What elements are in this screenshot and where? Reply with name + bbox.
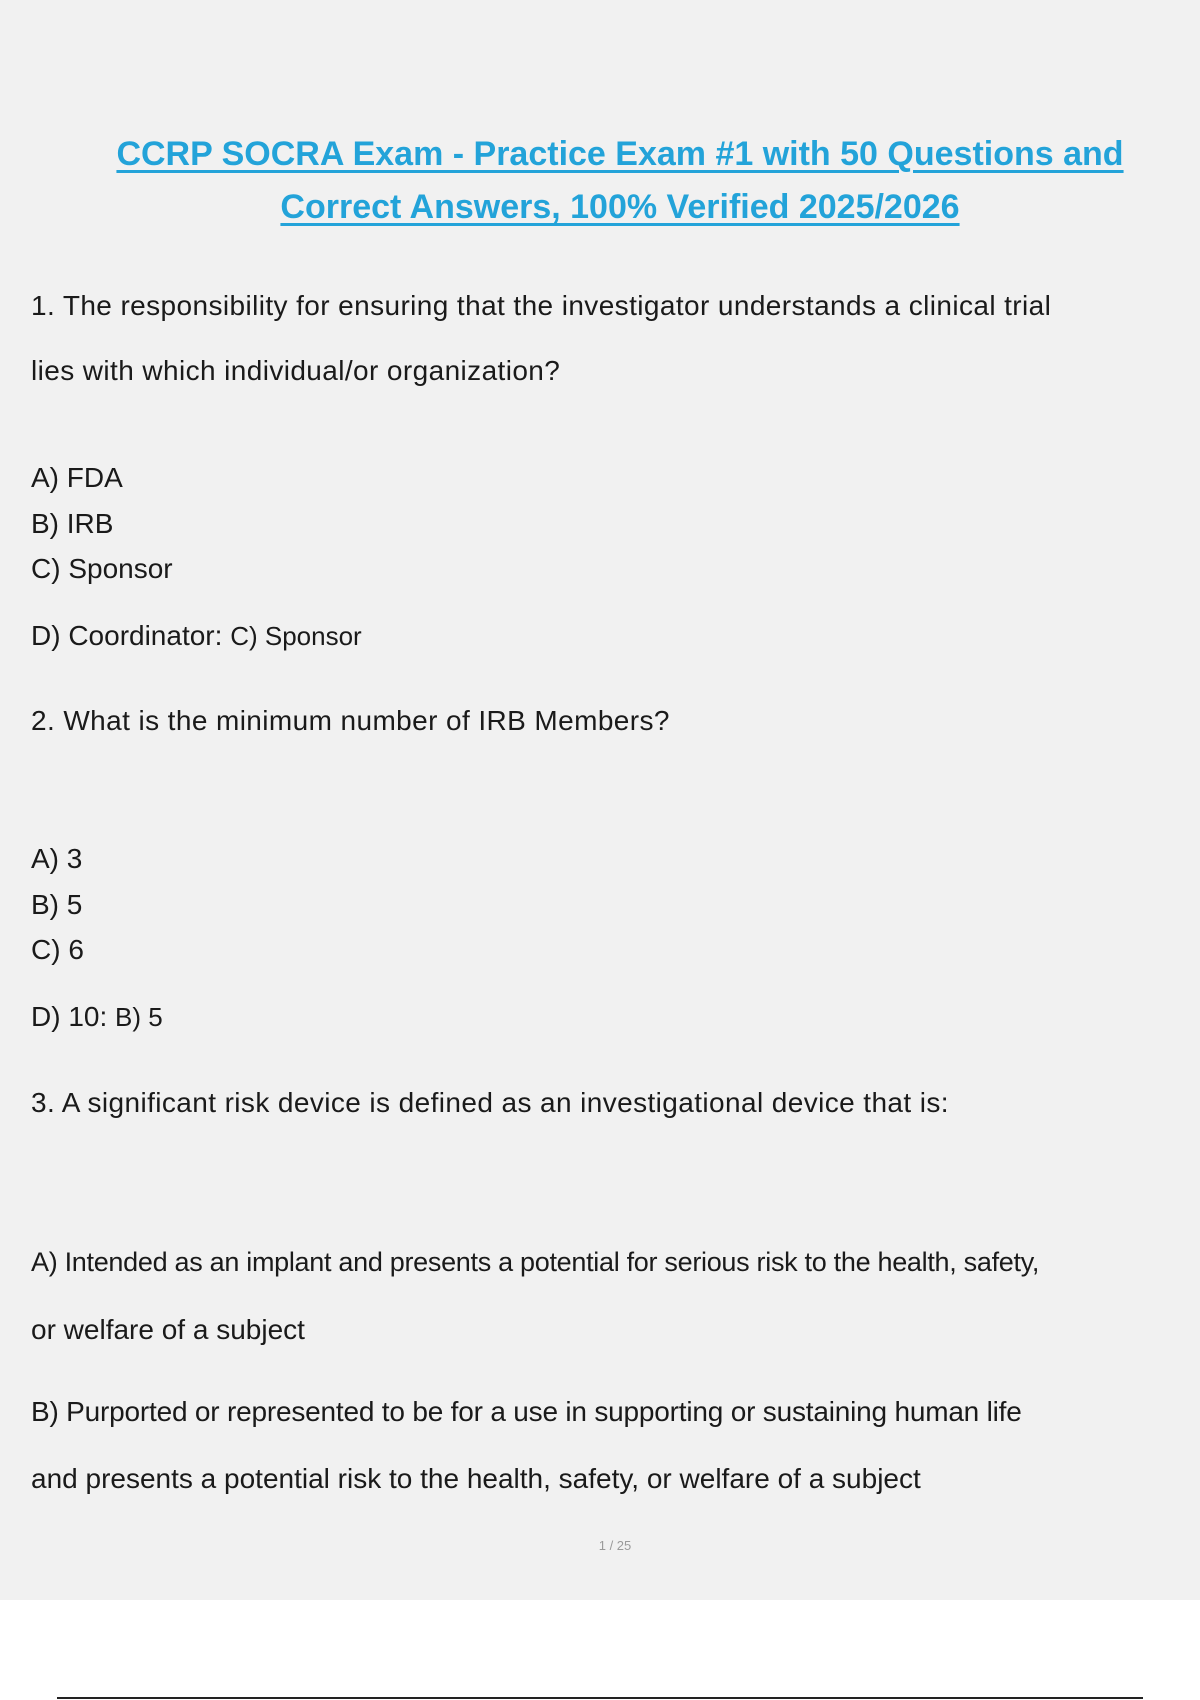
question-1-option-d-label: D) Coordinator: — [31, 620, 223, 651]
question-1-option-d — [31, 620, 362, 652]
question-2-line-1: 2. What is the minimum number of IRB Members? — [31, 705, 670, 736]
question-2-option-c: C) 6 — [31, 934, 84, 965]
question-3-option-b-line-1: B) Purported or represented to be for a use in supporting or sustaining human life — [31, 1396, 1022, 1427]
question-3-option-a-line-1: A) Intended as an implant and presents a potential for serious risk to the health, safety, — [31, 1247, 1040, 1277]
question-1-answer: C) Sponsor — [230, 621, 362, 651]
next-page-header-rule — [57, 1697, 1143, 1699]
question-1-line-2: lies with which individual/or organization? — [31, 355, 561, 386]
question-1-option-b: B) IRB — [31, 508, 114, 539]
title-line-1: CCRP SOCRA Exam - Practice Exam #1 with 50 Questions and — [116, 135, 1124, 173]
question-2-answer: B) 5 — [115, 1002, 163, 1032]
document-title — [40, 128, 1200, 234]
question-2-option-b: B) 5 — [31, 889, 83, 920]
page-number: 1 / 25 — [598, 1538, 632, 1553]
question-3-option-a-line-2: or welfare of a subject — [31, 1314, 305, 1345]
question-2-option-d-label: D) 10: — [31, 1001, 108, 1032]
title-line-2: Correct Answers, 100% Verified 2025/2026 — [280, 188, 960, 226]
question-3-option-b-line-2: and presents a potential risk to the health, safety, or welfare of a subject — [31, 1463, 921, 1494]
question-3-line-1: 3. A significant risk device is defined as an investigational device that is: — [31, 1087, 949, 1118]
question-1-option-a: A) FDA — [31, 462, 123, 493]
question-2-option-d — [31, 1001, 163, 1033]
question-1-line-1: 1. The responsibility for ensuring that the investigator understands a clinical trial — [31, 290, 1052, 321]
question-1-option-c: C) Sponsor — [31, 553, 173, 584]
question-2-option-a: A) 3 — [31, 843, 83, 874]
